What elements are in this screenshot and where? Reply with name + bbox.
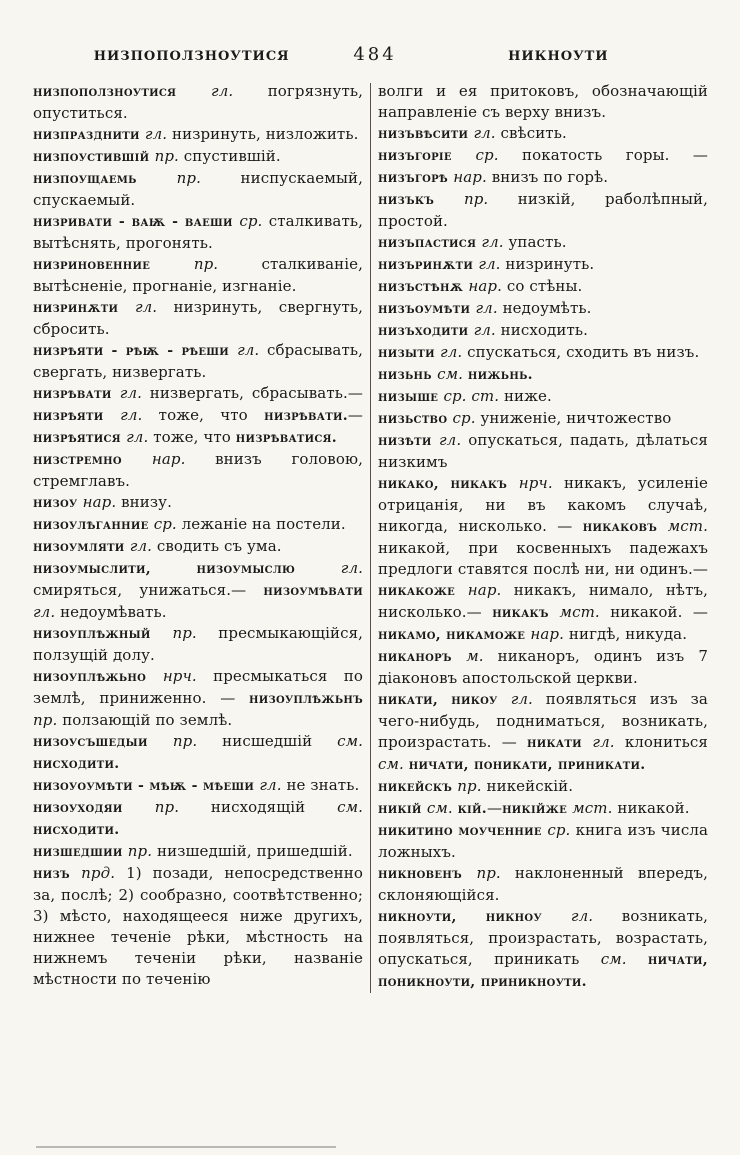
grammar-label: см. — [337, 732, 363, 750]
grammar-label: нрч. — [162, 667, 214, 685]
dictionary-entry — [33, 731, 363, 775]
grammar-label: ср. — [153, 515, 182, 533]
headword: низоуплѣжьно — [33, 669, 163, 685]
column-divider — [370, 83, 371, 993]
running-head-left: НИЗПОПОЛЗНОУТИСЯ — [93, 49, 290, 64]
left-column — [33, 81, 363, 993]
grammar-label: см. — [426, 799, 458, 817]
headword: никаковъ — [582, 519, 668, 535]
definition-text: внизъ головою, стремглавъ. — [33, 450, 363, 490]
grammar-label: гл. — [438, 431, 469, 449]
dictionary-entry — [33, 536, 363, 558]
definition-text: низвергать, сбрасывать.— — [149, 384, 363, 402]
grammar-label: ср. — [452, 409, 481, 427]
dictionary-entry — [378, 820, 708, 863]
grammar-label: пр. — [172, 624, 219, 642]
headword: низрѣватися. — [235, 430, 337, 446]
grammar-label: ср. — [547, 821, 576, 839]
dictionary-entry — [378, 232, 708, 254]
headword: низѣти — [378, 433, 439, 449]
grammar-label: гл. — [126, 428, 154, 446]
grammar-label: пр. — [193, 255, 262, 273]
definition-text: никейскій. — [486, 777, 574, 795]
grammar-label: пр. — [463, 190, 518, 208]
dictionary-entry — [33, 797, 363, 841]
definition-text: низринуть, свергнуть, сбросить. — [33, 298, 363, 338]
headword: никаноръ — [378, 649, 467, 665]
grammar-label: мст. — [667, 517, 708, 535]
headword: низрѣяти — [33, 408, 121, 424]
grammar-label: гл. — [510, 690, 546, 708]
definition-text: нисходить. — [500, 321, 589, 339]
grammar-label: нар. — [468, 277, 507, 295]
headword: низстремно — [33, 452, 152, 468]
definition-text: пресмыкаться по землѣ, приниженно. — — [33, 667, 363, 707]
definition-text: сводить съ ума. — [156, 537, 282, 555]
definition-text: сбрасывать, свергать, низвергать. — [33, 341, 363, 381]
grammar-label: см. — [437, 365, 468, 383]
headword: низриновенние — [33, 257, 194, 273]
definition-text: покатость горы. — — [521, 146, 708, 164]
grammar-label: гл. — [144, 125, 172, 143]
headword: низринѫти — [33, 300, 135, 316]
dictionary-entry — [33, 863, 363, 990]
headword: низъгоріе — [378, 148, 476, 164]
definition-text: погрязнуть, опуститься. — [33, 82, 363, 122]
headword: никати, никоу — [378, 692, 511, 708]
definition-text: внизу. — [121, 493, 172, 511]
dictionary-entry — [378, 145, 708, 189]
grammar-label: мст. — [559, 603, 611, 621]
right-column — [378, 81, 708, 993]
definition-text: клониться — [624, 733, 708, 751]
definition-text: — — [347, 406, 364, 424]
headword: никновенъ — [378, 866, 477, 882]
dictionary-entry — [33, 623, 363, 666]
headword: никати — [527, 735, 593, 751]
grammar-label: пр. — [476, 864, 515, 882]
headword: низъринѫти — [378, 257, 479, 273]
headword: низоу — [33, 495, 83, 511]
headword: нисходити. — [33, 822, 120, 838]
definition-text: свѣсить. — [500, 124, 567, 142]
headword: никитино моученние — [378, 823, 548, 839]
headword: низрѣвати. — [264, 408, 348, 424]
scan-artifact-line — [36, 1146, 336, 1148]
running-head-right: НИКНОУТИ — [508, 49, 609, 64]
dictionary-entry — [378, 298, 708, 320]
grammar-label: гл. — [473, 124, 501, 142]
definition-text: со стѣны. — [506, 277, 583, 295]
headword: низьство — [378, 411, 453, 427]
headword: низривати - ваѭ - ваеши — [33, 214, 240, 230]
definition-text: нигдѣ, никуда. — [568, 625, 688, 643]
headword: нижьнь. — [467, 367, 533, 383]
dictionary-entry — [378, 408, 708, 430]
headword: низоумляти — [33, 539, 130, 555]
grammar-label: гл. — [475, 299, 503, 317]
definition-text: низринуть. — [505, 255, 595, 273]
dictionary-entry — [33, 81, 363, 124]
grammar-label: пр. — [457, 777, 487, 795]
definition-text: возникать, появляться, произрастать, возрастать, опускаться, приникать — [378, 907, 708, 968]
headword: ничати, поникати, приникати. — [408, 757, 646, 773]
grammar-label: гл. — [592, 733, 625, 751]
dictionary-entry — [33, 449, 363, 492]
dictionary-entry — [378, 320, 708, 342]
dictionary-entry — [378, 364, 708, 386]
definition-text: никакой. — — [610, 603, 708, 621]
definition-text: тоже, что — [153, 428, 236, 446]
dictionary-entry — [378, 906, 708, 993]
grammar-label: м. — [466, 647, 498, 665]
headword: низрѣвати — [33, 386, 120, 402]
definition-text: упасть. — [508, 233, 567, 251]
page-number: 484 — [353, 44, 397, 65]
page-header — [0, 0, 740, 65]
definition-text: никаноръ, одинъ изъ 7 діаконовъ апостольской церкви. — [378, 647, 708, 687]
dictionary-entry — [378, 123, 708, 145]
definition-text: волги и ея притоковъ, обозначающій направленіе съ верху внизъ. — [378, 82, 708, 121]
definition-text: никакой, при косвенныхъ падежахъ предлоги ставятся послѣ ни, ни одинъ.— — [378, 539, 708, 578]
definition-text: ползающій по землѣ. — [62, 711, 233, 729]
headword: никій — [378, 801, 427, 817]
headword: низшедшии — [33, 844, 128, 860]
definition-text: пресмыкающійся, ползущій долу. — [33, 624, 363, 664]
headword: низоумыслити, низоумыслю — [33, 561, 341, 577]
headword: низьнь — [378, 367, 438, 383]
headword: низрѣятися — [33, 430, 127, 446]
headword: низъвѣсити — [378, 126, 474, 142]
dictionary-entry — [33, 211, 363, 254]
grammar-label: см. — [600, 950, 648, 968]
dictionary-entry — [378, 646, 708, 689]
grammar-label: прд. — [81, 864, 127, 882]
dictionary-entry — [378, 776, 708, 798]
headword: низпоползноутися — [33, 84, 212, 100]
headword: низоуоумѣти - мѣѭ - мѣеши — [33, 778, 260, 794]
dictionary-entry — [33, 841, 363, 863]
grammar-label: гл. — [440, 343, 468, 361]
grammar-label: гл. — [119, 384, 150, 402]
grammar-label: пр. — [33, 711, 63, 729]
grammar-label: гл. — [481, 233, 509, 251]
grammar-label: ср. ст. — [443, 387, 504, 405]
grammar-label: гл. — [120, 406, 159, 424]
grammar-label: гл. — [134, 298, 174, 316]
headword: кій. — [457, 801, 487, 817]
definition-text: лежаніе на постели. — [181, 515, 346, 533]
grammar-label: ср. — [475, 146, 522, 164]
definition-text: нисходящій — [210, 798, 338, 816]
headword: низъстѣнѫ — [378, 279, 469, 295]
definition-text: низшедшій, пришедшій. — [157, 842, 353, 860]
dictionary-entry — [33, 514, 363, 536]
grammar-label: гл. — [129, 537, 157, 555]
grammar-label: гл. — [237, 341, 267, 359]
headword: низоумѣвати — [263, 583, 363, 599]
dictionary-entry — [33, 666, 363, 731]
headword: низъоумѣти — [378, 301, 476, 317]
dictionary-entry — [378, 430, 708, 473]
grammar-label: мст. — [572, 799, 618, 817]
dictionary-entry — [378, 342, 708, 364]
definition-text: спустившій. — [183, 147, 281, 165]
headword: низъкъ — [378, 192, 464, 208]
grammar-label: нар. — [151, 450, 216, 468]
headword: никамо, никаможе — [378, 627, 531, 643]
definition-text: низринуть, низложить. — [172, 125, 359, 143]
dictionary-entry — [33, 775, 363, 797]
definition-text: сталкивать, вытѣснять, прогонять. — [33, 212, 363, 252]
headword: низъ — [33, 866, 82, 882]
grammar-label: пр. — [127, 842, 157, 860]
definition-text: книга изъ числа ложныхъ. — [378, 821, 708, 861]
dictionary-entry — [378, 189, 708, 232]
definition-text: низкій, раболѣпный, простой. — [378, 190, 708, 230]
definition-text: ниспускаемый, спускаемый. — [33, 169, 364, 209]
dictionary-entry — [33, 492, 363, 514]
grammar-label: нар. — [453, 168, 492, 186]
grammar-label: гл. — [340, 559, 363, 577]
headword: никакъ — [492, 605, 560, 621]
headword: низоуходяи — [33, 800, 155, 816]
headword: никейскъ — [378, 779, 458, 795]
dictionary-entry — [33, 383, 363, 449]
dictionary-entry — [33, 254, 363, 297]
headword: низыше — [378, 389, 444, 405]
headword: нисходити. — [33, 756, 120, 772]
grammar-label: гл. — [570, 907, 622, 925]
definition-text: опускаться, падать, дѣлаться низкимъ — [378, 431, 708, 471]
definition-text: смиряться, унижаться.— — [33, 581, 264, 599]
dictionary-entry — [33, 146, 363, 168]
headword: никако, никакъ — [378, 476, 519, 492]
headword: низпоущаемь — [33, 171, 177, 187]
definition-text: никакой. — [617, 799, 690, 817]
dictionary-entry — [33, 297, 363, 340]
headword: низпоустившій — [33, 149, 155, 165]
definition-text: появляться изъ за чего-нибудь, подниматься, возникать, произрастать. — — [378, 690, 708, 751]
headword: никакоже — [378, 583, 468, 599]
grammar-label: нар. — [82, 493, 122, 511]
definition-text: нисшедшій — [222, 732, 338, 750]
definition-text: никакъ, нимало, нѣтъ, нисколько.— — [378, 581, 708, 621]
definition-text: недоумѣвать. — [60, 603, 167, 621]
grammar-label: пр. — [154, 798, 211, 816]
grammar-label: гл. — [259, 776, 287, 794]
definition-text: недоумѣть. — [502, 299, 592, 317]
grammar-label: гл. — [211, 82, 268, 100]
dictionary-entry — [378, 254, 708, 276]
definition-text: 1) позади, непосредственно за, послѣ; 2) сообразно, соотвѣтственно; 3) мѣсто, находящееся ниже другихъ, нижнее теченіе рѣки, мѣстность на нижнемъ теченіи рѣки, названіе мѣстности по теченію — [33, 864, 363, 988]
grammar-label: пр. — [176, 169, 241, 187]
definition-text: наклоненный впередъ, склоняющійся. — [378, 864, 708, 904]
grammar-label: гл. — [478, 255, 506, 273]
headword: низъходити — [378, 323, 474, 339]
grammar-label: ср. — [239, 212, 269, 230]
headword: низыти — [378, 345, 441, 361]
definition-text: тоже, что — [158, 406, 265, 424]
definition-text: — — [486, 799, 503, 817]
dictionary-entry — [378, 386, 708, 408]
headword: низъгорѣ — [378, 170, 454, 186]
dictionary-entry — [378, 689, 708, 776]
headword: низрѣяти - рѣѭ - рѣеши — [33, 343, 238, 359]
dictionary-entry — [378, 863, 708, 906]
headword: низоусъшедыи — [33, 734, 173, 750]
definition-text: сталкиваніе, вытѣсненіе, прогнаніе, изгнаніе. — [33, 255, 364, 295]
dictionary-entry — [378, 798, 708, 820]
grammar-label: пр. — [172, 732, 223, 750]
dictionary-entry — [33, 124, 363, 146]
grammar-label: нар. — [530, 625, 569, 643]
headword: низоуплѣжный — [33, 626, 173, 642]
grammar-label: пр. — [154, 147, 184, 165]
dictionary-entry — [33, 340, 363, 383]
dictionary-entry — [378, 276, 708, 298]
definition-text: никакъ, усиленіе отрицанія, ни въ какомъ случаѣ, никогда, нисколько. — — [378, 474, 708, 535]
grammar-label: гл. — [33, 603, 61, 621]
definition-text: униженіе, ничтожество — [480, 409, 672, 427]
page-content — [0, 65, 740, 993]
headword: никноути, никноу — [378, 909, 571, 925]
dictionary-entry — [33, 168, 363, 211]
headword: низоуплѣжьнъ — [248, 691, 363, 707]
dictionary-entry — [33, 558, 363, 623]
definition-text: внизъ по горѣ. — [491, 168, 609, 186]
headword: ничати, поникноути, приникноути. — [378, 952, 708, 990]
dictionary-entry — [378, 81, 708, 123]
definition-text: ниже. — [503, 387, 552, 405]
grammar-label: нар. — [467, 581, 514, 599]
grammar-label: см. — [337, 798, 363, 816]
grammar-label: нрч. — [518, 474, 564, 492]
definition-text: спускаться, сходить въ низъ. — [467, 343, 700, 361]
headword: низъпастися — [378, 235, 482, 251]
definition-text: не знать. — [286, 776, 360, 794]
headword: низоулѣганние — [33, 517, 154, 533]
headword: низпразднити — [33, 127, 145, 143]
grammar-label: гл. — [473, 321, 501, 339]
grammar-label: см. — [378, 755, 409, 773]
headword: никійже — [502, 801, 573, 817]
dictionary-entry — [378, 473, 708, 646]
